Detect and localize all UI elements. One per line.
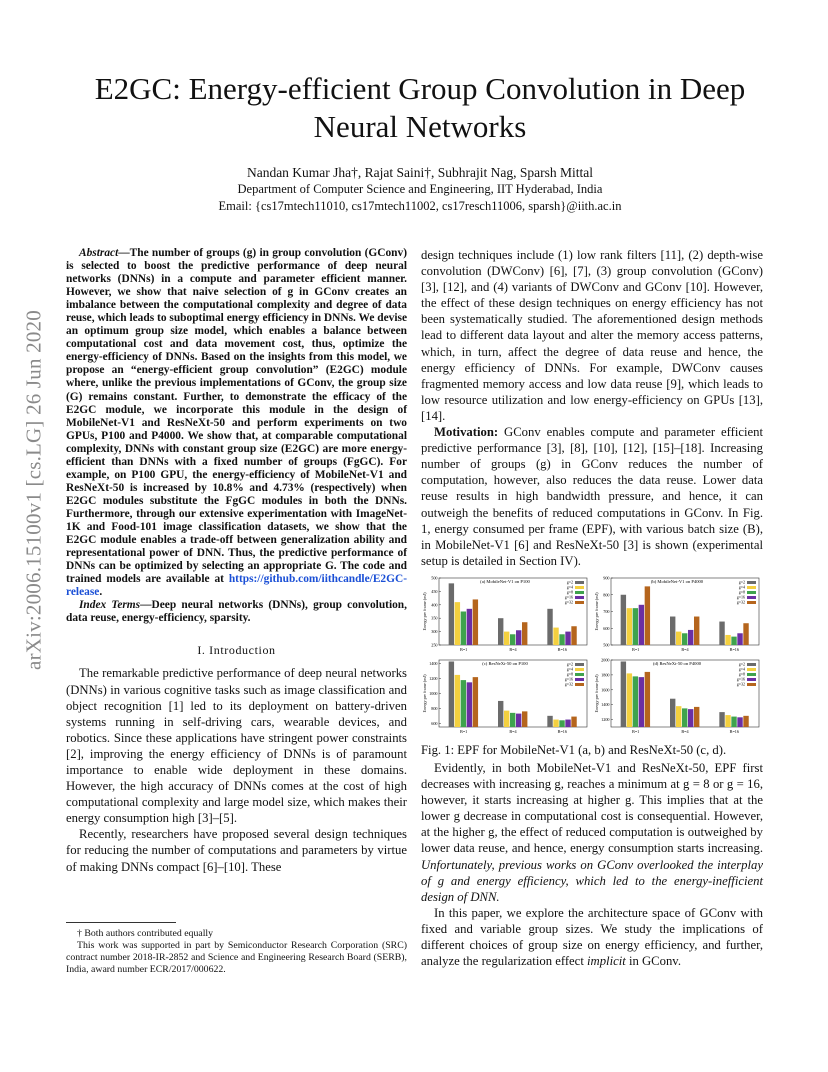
y-tick-label: 2000 xyxy=(601,657,610,663)
bar-g4-B4 xyxy=(504,632,509,645)
y-tick-label: 1400 xyxy=(429,661,438,667)
legend-swatch xyxy=(747,673,756,676)
bar-g2-B1 xyxy=(621,661,626,727)
left-column xyxy=(66,247,407,875)
bar-g2-B1 xyxy=(449,661,454,727)
bar-g32-B16 xyxy=(743,716,748,727)
abstract-end: . xyxy=(99,586,103,599)
bar-g2-B16 xyxy=(719,622,724,645)
right-paragraph-3 xyxy=(421,760,763,905)
bar-g4-B4 xyxy=(504,711,509,727)
bar-g4-B4 xyxy=(676,706,681,727)
bar-g8-B1 xyxy=(461,680,466,727)
legend-label: g=4 xyxy=(566,666,573,672)
y-tick-label: 500 xyxy=(603,642,610,648)
bar-g16-B16 xyxy=(737,633,742,645)
bar-g16-B4 xyxy=(516,714,521,727)
x-tick-label: B=4 xyxy=(681,647,689,652)
bar-g8-B4 xyxy=(682,708,687,727)
chart-c xyxy=(421,655,591,737)
bar-g8-B16 xyxy=(731,717,736,727)
x-tick-label: B=1 xyxy=(460,647,468,652)
legend-swatch xyxy=(575,668,584,671)
x-tick-label: B=16 xyxy=(729,729,740,734)
bar-g32-B1 xyxy=(645,672,650,727)
bar-g8-B1 xyxy=(633,676,638,727)
bar-g4-B16 xyxy=(553,720,558,727)
legend-swatch xyxy=(747,596,756,599)
affiliation: Department of Computer Science and Engineering, IIT Hyderabad, India xyxy=(237,182,603,196)
bar-g2-B4 xyxy=(670,699,675,727)
right-p4-text: In this paper, we explore the architecture space of GConv with fixed and variable group sizes. We study the implications of different choices of group size on energy efficiency, and further, analyze the regularization effect xyxy=(421,905,763,969)
chart-b xyxy=(593,573,763,655)
chart-panel-b xyxy=(593,573,763,655)
chart-panel-c xyxy=(421,655,591,737)
bar-g16-B4 xyxy=(688,630,693,645)
y-tick-label: 800 xyxy=(603,592,610,598)
arxiv-sidebar xyxy=(14,290,54,690)
arxiv-id: arXiv:2006.15100v1 [cs.LG] 26 Jun 2020 xyxy=(21,310,46,670)
chart-title: (a) MobileNet-V1 on P100 xyxy=(480,579,530,584)
chart-panel-d xyxy=(593,655,763,737)
legend-swatch xyxy=(575,683,584,686)
bar-g16-B1 xyxy=(639,677,644,727)
footnote-rule xyxy=(66,922,176,923)
paper-title: E2GC: Energy-efficient Group Convolution in Deep Neural Networks xyxy=(94,71,746,144)
legend-swatch xyxy=(747,663,756,666)
bar-g8-B4 xyxy=(510,634,515,645)
legend-swatch xyxy=(747,601,756,604)
bar-g4-B1 xyxy=(455,602,460,645)
x-tick-label: B=1 xyxy=(632,729,640,734)
right-p3-text: Evidently, in both MobileNet-V1 and ResNeXt-50, EPF first decreases with increasing g, reaches a minimum at g = 8 or g = 16, however, it starts increasing at higher g. This implies that at the lower g decrease in computational cost is consequential. However, at the higher g, the effect of reduced computation is outweighed by lower data reuse, and hence, energy consumption starts increasing. xyxy=(421,761,763,856)
y-tick-label: 1200 xyxy=(601,717,610,723)
y-axis-label: Energy per frame (mJ) xyxy=(422,592,427,631)
index-terms-text: —Deep neural networks (DNNs), group convolution, data reuse, energy-efficiency, sparsity. xyxy=(66,599,407,625)
legend-label: g=2 xyxy=(738,579,745,585)
index-terms xyxy=(66,599,407,625)
bar-g32-B4 xyxy=(522,711,527,727)
legend-label: g=2 xyxy=(566,579,573,585)
legend-label: g=16 xyxy=(736,594,745,600)
right-column xyxy=(421,247,763,569)
y-tick-label: 450 xyxy=(431,588,438,594)
legend-swatch xyxy=(575,663,584,666)
bar-g8-B16 xyxy=(559,634,564,645)
abstract-lead: Abstract xyxy=(79,247,119,259)
chart-title: (d) ResNeXt-50 on P4000 xyxy=(652,661,702,666)
intro-paragraph-1: The remarkable predictive performance of deep neural networks (DNNs) in various cognitive tasks such as image classification and object recognition [1] led to its deployment on battery-driven systems running in self-driving cars, wearable devices, and robotics. Since these applications have stringent power constraints [2], improving the energy efficiency of DNNs is of paramount importance to enable wide deployment in these domains. However, the high accuracy of DNNs comes at the cost of high computational complexity and large model size, which makes their energy consumption high [3]–[5]. xyxy=(66,666,407,826)
legend-swatch xyxy=(747,668,756,671)
legend-label: g=8 xyxy=(566,589,573,595)
legend-swatch xyxy=(575,673,584,676)
footnote-2: This work was supported in part by Semiconductor Research Corporation (SRC) contract number 2018-IR-2852 and Science and Engineering Research Board (SERB), India, award number ECR/2017/000622. xyxy=(66,940,407,976)
bar-g32-B16 xyxy=(571,626,576,645)
figure-caption: Fig. 1: EPF for MobileNet-V1 (a, b) and ResNeXt-50 (c, d). xyxy=(421,743,727,757)
legend-label: g=4 xyxy=(738,666,745,672)
section-heading: I. Introduction xyxy=(197,643,276,658)
y-tick-label: 400 xyxy=(431,602,438,608)
chart-title: (c) ResNeXt-50 on P100 xyxy=(482,661,528,666)
legend-swatch xyxy=(575,591,584,594)
code-link[interactable]: https://github.com/iithcandle/E2GC-release xyxy=(66,573,407,599)
x-tick-label: B=16 xyxy=(557,729,568,734)
legend-label: g=32 xyxy=(736,599,745,605)
bar-g32-B16 xyxy=(571,717,576,727)
x-tick-label: B=4 xyxy=(509,729,517,734)
legend-label: g=16 xyxy=(564,594,573,600)
y-tick-label: 300 xyxy=(431,629,438,635)
bar-g32-B1 xyxy=(473,677,478,727)
bar-g16-B16 xyxy=(565,632,570,645)
bar-g2-B4 xyxy=(498,618,503,645)
x-tick-label: B=4 xyxy=(509,647,517,652)
bar-g4-B1 xyxy=(455,675,460,727)
legend-swatch xyxy=(575,601,584,604)
legend-label: g=16 xyxy=(564,676,573,682)
bar-g16-B1 xyxy=(639,605,644,645)
bar-g32-B4 xyxy=(694,617,699,645)
email: Email: {cs17mtech11010, cs17mtech11002, cs17resch11006, sparsh}@iith.ac.in xyxy=(218,199,622,213)
legend-label: g=2 xyxy=(738,661,745,667)
x-tick-label: B=16 xyxy=(729,647,740,652)
legend-swatch xyxy=(747,683,756,686)
bar-g8-B4 xyxy=(682,633,687,645)
bar-g8-B16 xyxy=(559,720,564,727)
bar-g32-B16 xyxy=(743,623,748,645)
y-tick-label: 900 xyxy=(603,575,610,581)
footnote-1: † Both authors contributed equally xyxy=(77,928,214,939)
bar-g16-B4 xyxy=(516,630,521,645)
legend-label: g=32 xyxy=(564,599,573,605)
chart-a xyxy=(421,573,591,655)
y-tick-label: 350 xyxy=(431,615,438,621)
legend-label: g=32 xyxy=(736,681,745,687)
bar-g16-B16 xyxy=(737,717,742,727)
bar-g16-B16 xyxy=(565,720,570,727)
bar-g2-B16 xyxy=(547,609,552,645)
legend-label: g=8 xyxy=(738,589,745,595)
legend-label: g=8 xyxy=(566,671,573,677)
bar-g2-B4 xyxy=(498,701,503,727)
x-tick-label: B=16 xyxy=(557,647,568,652)
right-paragraph-2 xyxy=(421,424,763,569)
bar-g2-B1 xyxy=(621,595,626,645)
x-tick-label: B=1 xyxy=(460,729,468,734)
legend-label: g=4 xyxy=(738,584,745,590)
bar-g16-B1 xyxy=(467,609,472,645)
legend-swatch xyxy=(747,586,756,589)
bar-g32-B4 xyxy=(694,707,699,727)
bar-g32-B1 xyxy=(645,586,650,645)
x-tick-label: B=1 xyxy=(632,647,640,652)
legend-label: g=2 xyxy=(566,661,573,667)
legend-swatch xyxy=(747,591,756,594)
legend-label: g=16 xyxy=(736,676,745,682)
intro-paragraph-2: Recently, researchers have proposed several design techniques for reducing the number of computations and parameters by virtue of making DNNs compact [6]–[10]. These xyxy=(66,827,407,874)
motivation-text: GConv enables compute and parameter efficient predictive performance [3], [8], [10], [12], [15]–[18]. Increasing number of groups (g) in GConv reduces the number of computation, however, also reduces the data reuse. Lower data reuse results in high bandwidth pressure, and hence, it can outweigh the benefits of reduced computations in GConv. In Fig. 1, energy consumed per frame (EPF), with various batch size (B), in MobileNet-V1 [6] and ResNeXt-50 [3] is shown (experimental setup is detailed in Section IV). xyxy=(421,425,763,568)
bar-g4-B16 xyxy=(553,628,558,645)
y-tick-label: 600 xyxy=(603,625,610,631)
bar-g2-B1 xyxy=(449,583,454,645)
bar-g16-B1 xyxy=(467,682,472,727)
chart-panel-a xyxy=(421,573,591,655)
legend-swatch xyxy=(747,581,756,584)
bar-g4-B16 xyxy=(725,715,730,727)
bar-g8-B16 xyxy=(731,637,736,645)
bar-g8-B1 xyxy=(633,608,638,645)
y-tick-label: 800 xyxy=(431,705,438,711)
chart-title: (b) MobileNet-V1 on P4000 xyxy=(650,579,704,584)
y-tick-label: 500 xyxy=(431,575,438,581)
abstract-text: —The number of groups (g) in group convolution (GConv) is selected to boost the predictive performance of deep neural networks (DNNs) in a compute and parameter efficient manner. However, we show that naive selection of g in GConv creates an imbalance between the computational complexity and degree of data reuse, which leads to suboptimal energy efficiency in DNNs. We devise an optimum group size model, which enables a balance between computational cost and data movement cost, thus, optimize the energy-efficiency of DNNs. Based on the insights from this model, we propose an “energy-efficient group convolution” (E2GC) module where, unlike the previous implementations of GConv, the group size (G) remains constant. Further, to demonstrate the efficacy of the E2GC module, we incorporate this module in the design of MobileNet-V1 and ResNeXt-50 and perform experiments on two GPUs, P100 and P4000. We show that, at comparable computational complexity, DNNs with constant group size (E2GC) are more energy-efficient than DNNs with a fixed number of groups (FgGC). For example, on P100 GPU, the energy-efficiency of MobileNet-V1 and ResNeXt-50 is increased by 10.8% and 4.73% (respectively) when E2GC modules substitute the FgGC modules in both the DNNs. Furthermore, through our extensive experimentation with ImageNet-1K and Food-101 image classification datasets, we show that the E2GC module enables a trade-off between generalization ability and representational power of DNN. Thus, the predictive performance of DNNs can be optimized by selecting an appropriate G. The code and trained models are available at xyxy=(66,247,407,586)
legend-swatch xyxy=(747,678,756,681)
bar-g4-B1 xyxy=(627,608,632,645)
bar-g2-B16 xyxy=(719,712,724,727)
right-column-lower xyxy=(421,760,763,969)
bar-g4-B16 xyxy=(725,635,730,645)
bar-g2-B16 xyxy=(547,716,552,727)
y-tick-label: 600 xyxy=(431,720,438,726)
bar-g32-B1 xyxy=(473,599,478,645)
legend-swatch xyxy=(575,586,584,589)
legend-label: g=4 xyxy=(566,584,573,590)
legend-swatch xyxy=(575,581,584,584)
abstract xyxy=(66,247,407,599)
legend-label: g=8 xyxy=(738,671,745,677)
right-p4-implicit: implicit xyxy=(587,954,626,969)
bar-g4-B1 xyxy=(627,673,632,727)
right-p3-emphasis: Unfortunately, previous works on GConv overlooked the interplay of g and energy efficiency, which led to the energy-inefficient design of DNN. xyxy=(421,857,763,904)
y-axis-label: Energy per frame (mJ) xyxy=(594,592,599,631)
footnotes xyxy=(66,922,407,976)
bar-g16-B4 xyxy=(688,709,693,727)
y-tick-label: 1800 xyxy=(601,672,610,678)
y-tick-label: 1600 xyxy=(601,687,610,693)
figure-1 xyxy=(421,573,763,736)
bar-g8-B4 xyxy=(510,713,515,727)
authors: Nandan Kumar Jha†, Rajat Saini†, Subhrajit Nag, Sparsh Mittal xyxy=(246,165,594,180)
bar-g8-B1 xyxy=(461,612,466,646)
right-p4-end: in GConv. xyxy=(625,954,681,969)
y-tick-label: 1000 xyxy=(429,691,438,696)
bar-g32-B4 xyxy=(522,622,527,645)
chart-d xyxy=(593,655,763,737)
legend-label: g=32 xyxy=(564,681,573,687)
bar-g4-B4 xyxy=(676,632,681,645)
legend-swatch xyxy=(575,596,584,599)
x-tick-label: B=4 xyxy=(681,729,689,734)
right-paragraph-1: design techniques include (1) low rank filters [11], (2) depth-wise convolution (DWConv) [6], [7], (3) group convolution (GConv) [3], [12], and (4) variants of DWConv and GConv [10]. However, the effect of these design techniques on energy efficiency has not been systematically studied. The aforementioned design methods lead to different data layout and alter the memory access patterns, which, in turn, affect the degree of data reuse and hence, the energy efficiency of DNNs. For example, DWConv causes fragmented memory access and low data reuse [9], which leads to low resource utilization and low energy-efficiency on GPUs [13], [14]. xyxy=(421,248,763,423)
y-tick-label: 1200 xyxy=(429,676,438,682)
index-terms-lead: Index Terms xyxy=(79,599,141,612)
y-tick-label: 700 xyxy=(603,609,610,614)
motivation-lead: Motivation: xyxy=(434,425,499,440)
bar-g2-B4 xyxy=(670,617,675,645)
y-axis-label: Energy per frame (mJ) xyxy=(422,674,427,713)
y-axis-label: Energy per frame (mJ) xyxy=(594,674,599,713)
right-paragraph-4 xyxy=(421,905,763,969)
y-tick-label: 250 xyxy=(431,642,438,648)
y-tick-label: 1400 xyxy=(601,702,610,708)
legend-swatch xyxy=(575,678,584,681)
